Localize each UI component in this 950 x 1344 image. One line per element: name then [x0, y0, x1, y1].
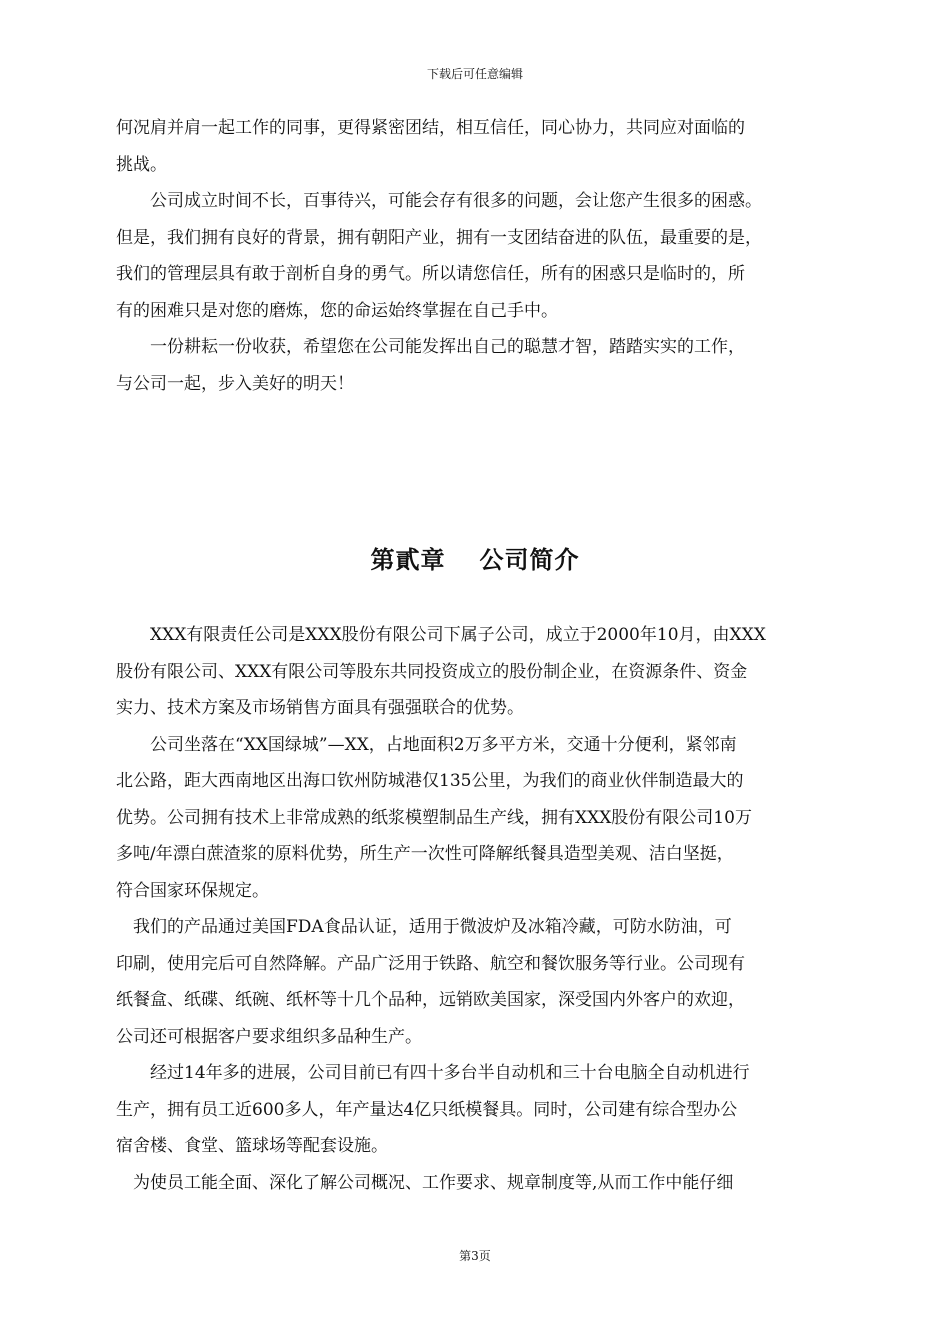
- chapter-number: 第貳章: [370, 546, 446, 574]
- text-line: 我们的产品通过美国FDA食品认证，适用于微波炉及冰箱冷藏，可防水防油，可: [116, 917, 732, 937]
- text-line: 股份有限公司、XXX有限公司等股东共同投资成立的股份制企业，在资源条件、资金: [116, 661, 748, 682]
- text-line: 符合国家环保规定。: [116, 880, 269, 901]
- text-line: 有的困难只是对您的磨炼，您的命运始终掌握在自己手中。: [116, 300, 558, 321]
- chapter-title: [0, 540, 950, 580]
- text-line: 为使员工能全面、深化了解公司概况、工作要求、规章制度等,从而工作中能仔细: [116, 1172, 734, 1193]
- text-line: 北公路，距大西南地区出海口钦州防城港仅135公里，为我们的商业伙伴制造最大的: [116, 771, 744, 791]
- top-section: [116, 110, 844, 402]
- text-line: 挑战。: [116, 154, 167, 175]
- text-line: 与公司一起，步入美好的明天！: [116, 373, 354, 394]
- text-line: 多吨/年漂白蔗渣浆的原料优势，所生产一次性可降解纸餐具造型美观、洁白坚挺，: [116, 844, 734, 864]
- text-line: 宿舍楼、食堂、篮球场等配套设施。: [116, 1136, 388, 1156]
- text-line: 但是，我们拥有良好的背景，拥有朝阳产业，拥有一支团结奋进的队伍，最重要的是，: [116, 227, 762, 248]
- text-line: 实力、技术方案及市场销售方面具有强强联合的优势。: [116, 698, 524, 718]
- page-number: 第3页: [459, 1249, 491, 1263]
- text-line: 印刷，使用完后可自然降解。产品广泛用于铁路、航空和餐饮服务等行业。公司现有: [116, 953, 745, 974]
- text-line: 何况肩并肩一起工作的同事，更得紧密团结，相互信任，同心协力，共同应对面临的: [116, 118, 745, 138]
- text-line: 优势。公司拥有技术上非常成熟的纸浆模塑制品生产线，拥有XXX股份有限公司10万: [116, 807, 752, 828]
- page-header: 下载后可任意编辑: [426, 67, 523, 81]
- intro-section: [116, 617, 844, 1201]
- text-line: 一份耕耘一份收获，希望您在公司能发挥出自己的聪慧才智，踏踏实实的工作，: [116, 337, 745, 357]
- text-line: 生产，拥有员工近600多人，年产量达4亿只纸模餐具。同时，公司建有综合型办公: [116, 1099, 738, 1120]
- text-line: 经过14年多的进展，公司目前已有四十多台半自动机和三十台电脑全自动机进行: [116, 1063, 750, 1083]
- chapter-name: 公司简介: [479, 546, 580, 574]
- text-line: XXX有限责任公司是XXX股份有限公司下属子公司，成立于2000年10月，由XXX: [116, 625, 766, 645]
- text-line: 公司坐落在“XX国绿城”—XX，占地面积2万多平方米，交通十分便利，紧邻南: [116, 734, 737, 755]
- text-line: 纸餐盒、纸碟、纸碗、纸杯等十几个品种，远销欧美国家，深受国内外客户的欢迎，: [116, 990, 745, 1010]
- text-line: 公司成立时间不长，百事待兴，可能会存有很多的问题，会让您产生很多的困惑。: [116, 191, 762, 211]
- text-line: 公司还可根据客户要求组织多品种生产。: [116, 1026, 422, 1047]
- text-line: 我们的管理层具有敢于剖析自身的勇气。所以请您信任，所有的困惑只是临时的，所: [116, 264, 745, 284]
